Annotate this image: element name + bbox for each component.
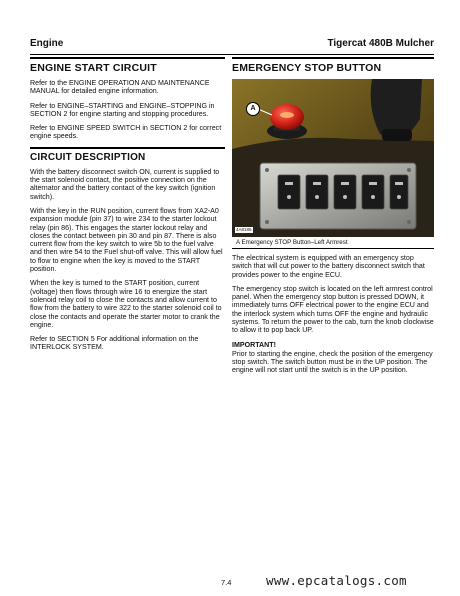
page-header [30, 38, 434, 55]
emergency-stop-title: EMERGENCY STOP BUTTON [232, 57, 434, 74]
left-column [30, 57, 225, 358]
right-column [232, 57, 434, 381]
emergency-stop-photo [232, 79, 434, 237]
photo-caption: A Emergency STOP Button–Left Armrest [232, 237, 434, 249]
body-paragraph: With the key in the RUN position, current flows from XA2-A0 expansion module (pin 37) to wire 234 to the starter lockout relay (pin 86). This engages the starter lockout relay and closes the contact between pin 30 and pin 87. There is also current flow from the key switch to wire 5b to the fuel valve and then wire 54 to the Fuel shut-off valve. This will allow fuel to flow to engine when the key is moved to the START position. [30, 206, 223, 274]
important-paragraph: Prior to starting the engine, check the position of the emergency stop switch. The switch button must be in the UP position. The engine will not start until the switch is in the UP position. [232, 349, 433, 375]
header-section-name: Engine [30, 38, 64, 49]
circuit-description-title: CIRCUIT DESCRIPTION [30, 147, 225, 163]
watermark-url: www.epcatalogs.com [266, 573, 407, 588]
body-paragraph: When the key is turned to the START position, current (voltage) then flows through wire 16 to energize the start solenoid relay coil to close the contacts and allow current to flow from the battery to wire 322 to the starter solenoid coil to close the contacts and operate the starter motor to crank the engine. [30, 279, 222, 329]
intro-paragraph: Refer to the ENGINE OPERATION AND MAINTENANCE MANUAL for detailed engine information. [30, 79, 210, 96]
page-number: 7.4 [221, 578, 232, 587]
armrest-panel-illustration [232, 79, 434, 237]
body-paragraph: The electrical system is equipped with an emergency stop switch that will cut power to the battery disconnect switch that provides power to the engine ECU. [232, 254, 425, 279]
intro-paragraph: Refer to ENGINE–STARTING and ENGINE–STOPPING in SECTION 2 for engine starting and stopping procedures. [30, 101, 215, 118]
engine-start-circuit-title: ENGINE START CIRCUIT [30, 57, 225, 74]
body-paragraph: The emergency stop switch is located on the left armrest control panel. When the emergency stop button is pressed DOWN, it immediately turns OFF electrical power to the engine ECU and the interlock system which turns OFF the engine and hydraulic systems. To return the power to the cab, turn the knob clockwise to allow it to pop back UP. [232, 284, 434, 335]
body-paragraph: With the battery disconnect switch ON, current is supplied to the start solenoid contact, the positive connection on the alternator and the battery contact of the key switch (ignition switch). [30, 167, 220, 201]
header-machine-name: Tigercat 480B Mulcher [327, 38, 434, 49]
intro-paragraph: Refer to ENGINE SPEED SWITCH in SECTION 2 for correct engine speeds. [30, 124, 222, 141]
important-label: IMPORTANT! [232, 340, 276, 349]
body-paragraph: Refer to SECTION 5 For additional information on the INTERLOCK SYSTEM. [30, 335, 199, 352]
photo-code: 4A8186 [236, 227, 252, 232]
callout-a-marker: A [246, 102, 260, 116]
